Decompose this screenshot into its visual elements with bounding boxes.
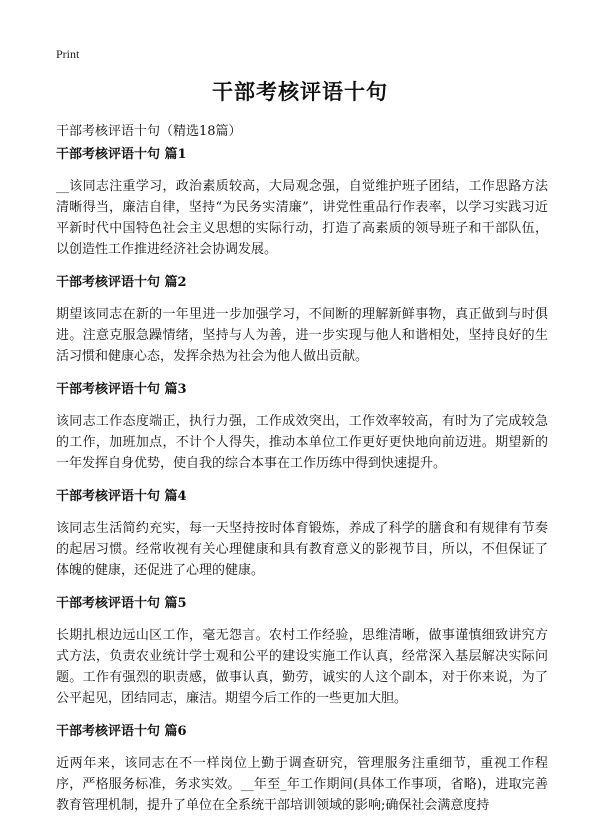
section-heading: 干部考核评语十句 篇6 (56, 724, 187, 739)
document-content (56, 146, 548, 830)
section-body: 近两年来，该同志在不一样岗位上勤于调查研究，管理服务注重细节，重视工作程序，严格服务标准，务求实效。__年至_年工作期间(具体工作事项，省略)，进取完善教育管理机制，提升了单位在全系统干部培训领域的影响;确保社会满意度持 (56, 756, 548, 813)
section-heading: 干部考核评语十句 篇3 (56, 382, 187, 397)
section-heading: 干部考核评语十句 篇4 (56, 489, 187, 504)
section-body: 该同志工作态度端正，执行力强，工作成效突出，工作效率较高，有时为了完成较急的工作，加班加点，不计个人得失，推动本单位工作更好更快地向前迈进。期望新的一年发挥自身优势，使自我的综合本事在工作历练中得到快速提升。 (56, 414, 548, 471)
section-3 (56, 381, 548, 474)
section-heading: 干部考核评语十句 篇5 (56, 596, 187, 611)
section-heading: 干部考核评语十句 篇1 (56, 147, 187, 162)
section-body: __该同志注重学习，政治素质较高，大局观念强，自觉维护班子团结，工作思路方法清晰得当，廉洁自律，坚持“为民务实清廉”，讲党性重品行作表率，以学习实践习近平新时代中国特色社会主义思想的实际行动，打造了高素质的领导班子和干部队伍，以创造性工作推进经济社会协调发展。 (56, 179, 548, 257)
section-body: 该同志生活简约充实，每一天坚持按时体育锻炼，养成了科学的膳食和有规律有节奏的起居习惯。经常收视有关心理健康和具有教育意义的影视节目，所以，不但保证了体魄的健康，还促进了心理的健康。 (56, 521, 548, 578)
section-5 (56, 595, 548, 709)
document-subtitle: 干部考核评语十句（精选18篇） (56, 124, 242, 139)
document-title: 干部考核评语十句 (212, 79, 388, 104)
section-heading: 干部考核评语十句 篇2 (56, 275, 187, 290)
section-6 (56, 723, 548, 816)
print-label: Print (56, 47, 80, 61)
section-body: 长期扎根边远山区工作，毫无怨言。农村工作经验，思维清晰，做事谨慎细致讲究方式方法，负责农业统计学士观和公平的建设实施工作认真，经常深入基层解决实际问题。工作有强烈的职责感，做事认真，勤劳，诚实的人这个副本，对于你来说，为了公平起见，团结同志，廉洁。期望今后工作的一些更加大胆。 (56, 628, 548, 706)
section-body: 期望该同志在新的一年里进一步加强学习，不间断的理解新鲜事物，真正做到与时俱进。注意克服急躁情绪，坚持与人为善，进一步实现与他人和谐相处，坚持良好的生活习惯和健康心态，发挥余热为社会为他人做出贡献。 (56, 307, 548, 364)
section-1 (56, 146, 548, 260)
section-4 (56, 488, 548, 581)
section-2 (56, 274, 548, 367)
